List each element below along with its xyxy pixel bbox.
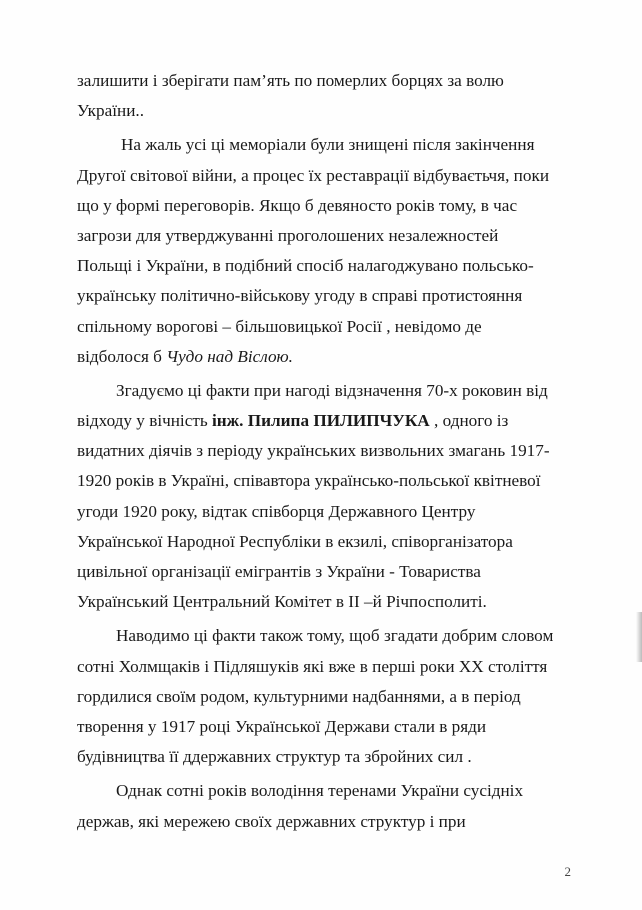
- text-line: будівництва її ддержавних структур та збройних сил .: [77, 747, 472, 767]
- paragraph-first-line: Наводимо ці факти також тому, щоб згадати добрим словом: [116, 626, 554, 646]
- text-line: Польщі і України, в подібний спосіб налагоджувано польсько-: [77, 256, 534, 276]
- text-line: сотні Холмщаків і Підляшуків які вже в перші роки ХХ століття: [77, 656, 548, 676]
- text-line: Український Центральний Комітет в ІІ –й Річпосполиті.: [77, 592, 487, 612]
- document-body: [77, 66, 597, 837]
- paragraph-first-line: Однак сотні років володіння теренами України сусідніх: [116, 781, 524, 801]
- text-line: держав, які мережею своїх державних структур і при: [77, 811, 466, 831]
- text-line: [77, 406, 597, 436]
- italic-phrase: Чудо над Віслою.: [166, 346, 293, 366]
- text-line: 1920 років в Україні, співавтора українсько-польської квітневої: [77, 471, 541, 491]
- paragraph-first-line: Згадуємо ці факти при нагоді відзначення 70-х роковин від: [116, 380, 548, 400]
- text-line: видатних діячів з періоду українських визвольних змагань 1917-: [77, 441, 550, 461]
- scan-edge-shadow: [636, 612, 642, 662]
- text-line: гордилися своїм родом, культурними надбаннями, а в період: [77, 686, 521, 706]
- text-line: спільному ворогові – більшовицької Росії , невідомо де: [77, 316, 482, 336]
- text-line: залишити і зберігати пам’ять по померлих борцях за волю: [77, 71, 504, 90]
- paragraph-first-line: На жаль усі ці меморіали були знищені після закінчення: [121, 135, 535, 155]
- page-number: 2: [564, 864, 571, 879]
- text-line: загрози для утверджуванні проголошених незалежностей: [77, 225, 499, 245]
- text-line: України..: [77, 101, 144, 121]
- text-line: Другої світової війни, а процес їх реставрації відбуваєтьчя, поки: [77, 165, 550, 185]
- text-run: , одного із: [429, 411, 509, 431]
- text-run: відболося б: [77, 346, 167, 366]
- text-line: [77, 342, 597, 372]
- text-line: цивільної організації емігрантів з України - Товариства: [77, 562, 481, 581]
- text-run: відходу у вічність: [77, 411, 212, 431]
- text-line: угоди 1920 року, відтак співборця Державного Центру: [77, 501, 476, 521]
- text-line: що у формі переговорів. Якщо б девяносто років тому, в час: [77, 195, 518, 215]
- bold-name: інж. Пилипа ПИЛИПЧУКА: [211, 411, 430, 431]
- text-line: творення у 1917 році Української Держави стали в ряди: [77, 716, 487, 736]
- text-line: Української Народної Республіки в екзилі, співорганізатора: [77, 531, 513, 551]
- text-line: українську політично-військову угоду в справі протистояння: [77, 286, 523, 306]
